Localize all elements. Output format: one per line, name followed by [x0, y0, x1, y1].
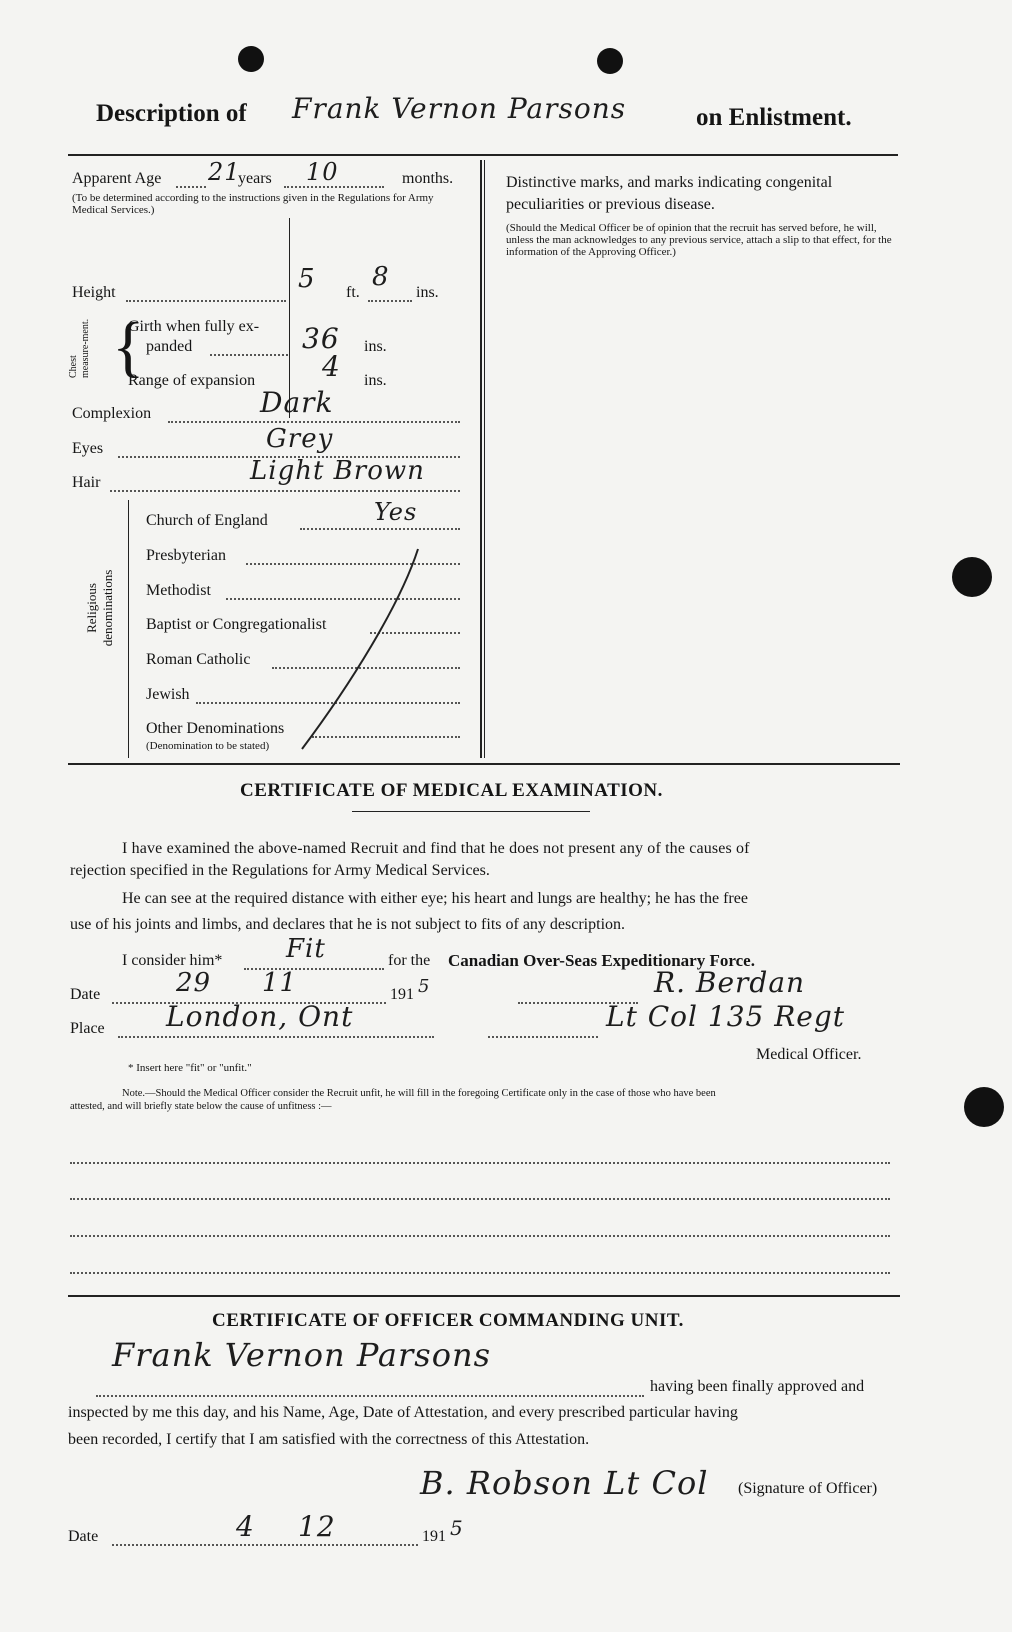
- medical-place-value: London, Ont: [166, 1000, 354, 1033]
- religion-row-label: Presbyterian: [146, 547, 226, 564]
- note-text-1: Note.—Should the Medical Officer consider the Recruit unfit, he will fill in the foregoing Certificate only in the case of those who have been: [122, 1088, 716, 1099]
- religion-row-label: Other Denominations: [146, 720, 285, 737]
- chest-label: Chest measure-ment.: [68, 318, 91, 378]
- column-divider: [480, 160, 482, 758]
- blank-line: [70, 1162, 890, 1164]
- girth-label-2: panded: [146, 338, 193, 355]
- blank-line: [70, 1198, 890, 1200]
- blank-line: [70, 1235, 890, 1237]
- section-rule: [68, 763, 900, 765]
- range-ins-label: ins.: [364, 372, 387, 389]
- height-ins-value: 8: [372, 262, 390, 292]
- medical-year-prefix: 191: [390, 986, 414, 1003]
- complexion-label: Complexion: [72, 405, 152, 422]
- force-label: Canadian Over-Seas Expeditionary Force.: [448, 951, 755, 970]
- medical-title-rule: [352, 811, 590, 812]
- punch-hole: [597, 48, 623, 74]
- commanding-signature: B. Robson Lt Col: [420, 1464, 709, 1502]
- medical-date-label: Date: [70, 986, 101, 1003]
- medical-place-label: Place: [70, 1020, 105, 1037]
- range-value: 4: [322, 350, 341, 383]
- ft-label: ft.: [346, 284, 360, 301]
- marks-note: (Should the Medical Officer be of opinion that the recruit has served before, he will, unless the man acknowledges to any previous service, attach a slip to that effect, for the information of the Approving Officer.): [506, 222, 892, 258]
- punch-hole: [952, 557, 992, 597]
- note-text-2: attested, and will briefly state below the cause of unfitness :—: [70, 1101, 332, 1112]
- girth-label: Girth when fully ex-: [128, 318, 260, 335]
- commanding-line3: been recorded, I certify that I am satisfied with the correctness of this Attestation.: [68, 1431, 590, 1448]
- medical-date-day: 29: [176, 968, 212, 998]
- religion-row-label: Church of England: [146, 512, 268, 529]
- girth-ins-label: ins.: [364, 338, 387, 355]
- commanding-date-label: Date: [68, 1528, 99, 1545]
- blank-line: [70, 1272, 890, 1274]
- religion-label: Religious denominations: [84, 569, 115, 647]
- religion-row-value: Yes: [374, 498, 418, 526]
- girth-value: 36: [302, 322, 340, 355]
- fit-value: Fit: [286, 934, 326, 964]
- hair-value: Light Brown: [250, 456, 425, 486]
- commanding-recruit-name: Frank Vernon Parsons: [112, 1336, 491, 1374]
- commanding-line1: having been finally approved and: [650, 1378, 865, 1395]
- eyes-label: Eyes: [72, 440, 104, 457]
- column-divider: [484, 160, 485, 758]
- punch-hole: [964, 1087, 1004, 1127]
- medical-para2-line2: use of his joints and limbs, and declares that he is not subject to fits of any description.: [70, 916, 626, 933]
- age-note: (To be determined according to the instructions given in the Regulations for Army Medical Services.): [72, 192, 434, 216]
- header-rule: [68, 154, 898, 156]
- commanding-line2: inspected by me this day, and his Name, Age, Date of Attestation, and every prescribed particular having: [68, 1404, 738, 1421]
- signature-label: (Signature of Officer): [738, 1480, 878, 1497]
- punch-hole: [238, 46, 264, 72]
- religion-row-label: Methodist: [146, 582, 211, 599]
- medical-date-month: 11: [262, 968, 298, 998]
- header-suffix: on Enlistment.: [696, 104, 852, 131]
- medical-para1-line2: rejection specified in the Regulations for Army Medical Services.: [70, 862, 490, 879]
- religion-row-label: Baptist or Congregationalist: [146, 616, 327, 633]
- denomination-strike: [290, 545, 430, 755]
- medical-year-digit: 5: [418, 976, 431, 997]
- medical-title: CERTIFICATE OF MEDICAL EXAMINATION.: [240, 780, 663, 801]
- for-the-label: for the: [388, 952, 431, 969]
- denomination-note: (Denomination to be stated): [146, 740, 270, 752]
- header-prefix: Description of: [96, 100, 247, 127]
- height-label: Height: [72, 284, 116, 301]
- range-label: Range of expansion: [128, 372, 256, 389]
- marks-heading: Distinctive marks, and marks indicating congenital peculiarities or previous disease.: [506, 174, 833, 213]
- religion-bracket: [128, 500, 129, 758]
- ins-label: ins.: [416, 284, 439, 301]
- medical-officer-title: Medical Officer.: [756, 1046, 862, 1063]
- chest-brace: {: [112, 308, 145, 384]
- consider-label: I consider him*: [122, 952, 223, 969]
- insert-note: * Insert here "fit" or "unfit.": [128, 1062, 252, 1074]
- commanding-date-month: 12: [298, 1510, 336, 1543]
- apparent-age-label: Apparent Age: [72, 170, 162, 187]
- commanding-title: CERTIFICATE OF OFFICER COMMANDING UNIT.: [212, 1310, 684, 1331]
- age-years-value: 21: [208, 158, 241, 186]
- commanding-year-prefix: 191: [422, 1528, 446, 1545]
- months-label: months.: [402, 170, 454, 187]
- years-label: years: [238, 170, 272, 187]
- hair-label: Hair: [72, 474, 101, 491]
- medical-para1-line1: I have examined the above-named Recruit and find that he does not present any of the causes of: [122, 840, 750, 857]
- medical-para2-line1: He can see at the required distance with either eye; his heart and lungs are healthy; he has the free: [122, 890, 748, 907]
- commanding-date-day: 4: [236, 1510, 255, 1543]
- height-ft-value: 5: [298, 264, 316, 294]
- complexion-value: Dark: [260, 386, 334, 419]
- medical-officer-signature: R. Berdan: [654, 966, 806, 999]
- medical-officer-rank: Lt Col 135 Regt: [606, 1000, 846, 1033]
- age-months-value: 10: [306, 158, 339, 186]
- header-name: Frank Vernon Parsons: [292, 92, 627, 125]
- section-rule: [68, 1295, 900, 1297]
- religion-row-label: Jewish: [146, 686, 190, 703]
- religion-row-label: Roman Catholic: [146, 651, 251, 668]
- commanding-year-digit: 5: [450, 1516, 464, 1540]
- eyes-value: Grey: [266, 424, 334, 454]
